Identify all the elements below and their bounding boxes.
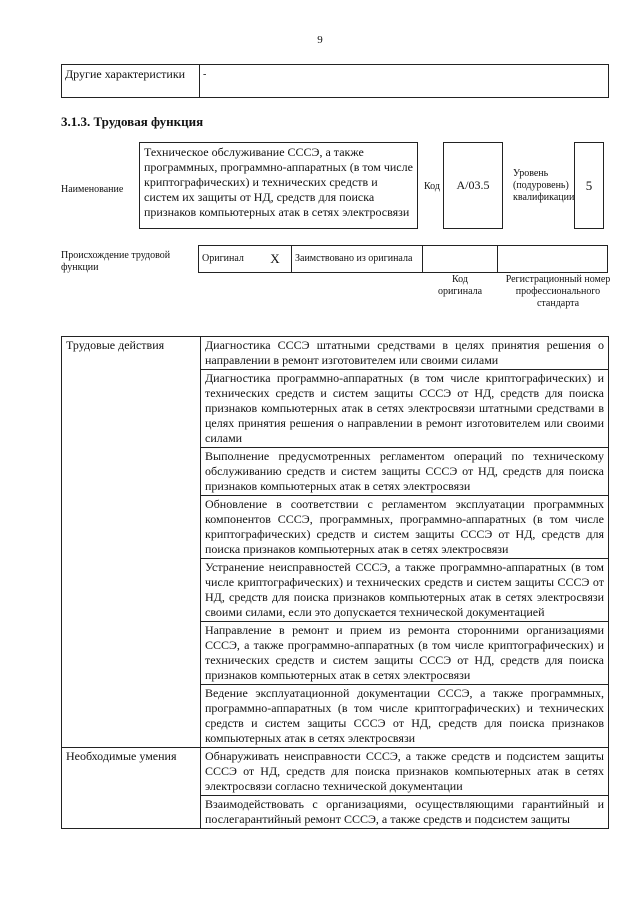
original-label: Оригинал xyxy=(199,246,260,273)
other-characteristics-label: Другие характеристики xyxy=(62,65,200,98)
original-code-cell xyxy=(423,246,498,273)
labor-action-item: Диагностика программно-аппаратных (в том числе криптографических) и технических средств и систем защиты СССЭ от НД, средств для поиска признаков компьютерных атак в сетях электросвязи штатными средствами в целях принятия решения о направлении в ремонт изготовителем или своими силами xyxy=(201,370,609,448)
qualification-level-label: Уровень (подуровень) квалификации xyxy=(513,168,575,203)
page-bottom-margin xyxy=(0,838,640,905)
labor-action-item: Диагностика СССЭ штатными средствами в целях принятия решения о направлении в ремонт изготовителем или своими силами xyxy=(201,337,609,370)
origin-table xyxy=(198,245,608,273)
labor-action-item: Обновление в соответствии с регламентом эксплуатации программных компонентов СССЭ, программных, программно-аппаратных (в том числе криптографических) средств и систем защиты СССЭ от НД, средств для поиска признаков компьютерных атак в сетях электросвязи xyxy=(201,496,609,559)
labor-action-item: Устранение неисправностей СССЭ, а также программно-аппаратных (в том числе криптографических) и технических средств и систем защиты СССЭ от НД, средств для поиска признаков компьютерных атак в сетях электросвязи своими силами, если это допускается технической документацией xyxy=(201,559,609,622)
labor-function-table xyxy=(61,336,609,829)
page-number: 9 xyxy=(317,34,323,46)
registration-number-caption: Регистрационный номер профессионального стандарта xyxy=(505,274,611,309)
function-code-value: A/03.5 xyxy=(443,142,503,229)
labor-actions-label: Трудовые действия xyxy=(62,337,201,748)
other-characteristics-table xyxy=(61,64,609,98)
borrowed-label: Заимствовано из оригинала xyxy=(292,246,423,273)
required-skills-label: Необходимые умения xyxy=(62,748,201,829)
other-characteristics-value: - xyxy=(200,65,609,98)
table-row xyxy=(62,337,609,370)
original-code-caption: Код оригинала xyxy=(437,274,483,297)
function-name-value: Техническое обслуживание СССЭ, а также программных, программно-аппаратных (в том числе криптографических) и технических средств и систем их защиты от НД, средств для поиска признаков компьютерных атак в сетях электросвязи xyxy=(139,142,418,229)
labor-action-item: Направление в ремонт и прием из ремонта сторонними организациями СССЭ, а также программно-аппаратных (в том числе криптографических) и технических средств и систем защиты СССЭ от НД, средств для поиска признаков компьютерных атак в сетях электросвязи xyxy=(201,622,609,685)
registration-number-cell xyxy=(498,246,608,273)
required-skill-item: Взаимодействовать с организациями, осуществляющими гарантийный и послегарантийный ремонт СССЭ, а также средств и подсистем защиты xyxy=(201,796,609,829)
labor-action-item: Ведение эксплуатационной документации СССЭ, а также программных, программно-аппаратных (в том числе криптографических) и технических средств и систем защиты СССЭ от НД, средств для поиска признаков компьютерных атак в сетях электросвязи xyxy=(201,685,609,748)
qualification-level-value: 5 xyxy=(574,142,604,229)
required-skill-item: Обнаруживать неисправности СССЭ, а также средств и подсистем защиты СССЭ от НД, средств для поиска признаков компьютерных атак в сетях электросвязи согласно технической документации xyxy=(201,748,609,796)
labor-action-item: Выполнение предусмотренных регламентом операций по техническому обслуживанию средств и систем защиты СССЭ от НД, средств для поиска признаков компьютерных атак в сетях электросвязи xyxy=(201,448,609,496)
origin-label: Происхождение трудовой функции xyxy=(61,250,171,273)
name-label: Наименование xyxy=(61,184,124,195)
original-mark: X xyxy=(259,246,292,273)
code-label: Код xyxy=(424,181,440,192)
section-title: 3.1.3. Трудовая функция xyxy=(61,114,204,129)
table-row xyxy=(62,748,609,796)
